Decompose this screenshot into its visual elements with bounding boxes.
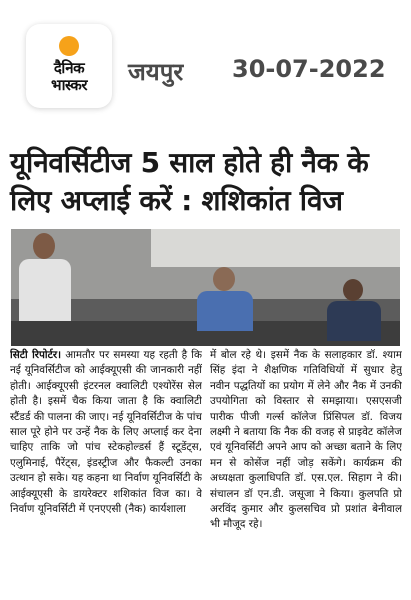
speaker-body [19,259,71,321]
guest-2-body [327,301,381,341]
projection-screen [151,229,400,267]
guest-2-figure [343,279,363,301]
guest-figure [213,267,235,291]
newspaper-logo [26,24,112,108]
article-column-1 [10,348,202,596]
byline: सिटी रिपोर्टर। [10,349,62,361]
edition-date: 30-07-2022 [232,55,386,83]
edition-city: जयपुर [128,58,184,86]
article-body [10,348,402,596]
sun-icon [59,36,79,56]
article-headline: यूनिवर्सिटीज 5 साल होते ही नैक के लिए अप्लाई करें : शशिकांत विज [10,146,369,217]
logo-line-2: भास्कर [51,76,87,94]
article-photo [11,229,400,346]
column-1-text: आमतौर पर समस्या यह रहती है कि नई यूनिवर्सिटीज को आईक्यूएसी की जानकारी नहीं होती। आईक्यूएसी इंटरनल क्वालिटी एश्योरेंस सेल होती है। इसमें चैक किया जाता है कि क्वालिटी स्टैंडर्ड की पालना की जाए। नई यूनिवर्सिटीज के पांच साल पूरे होने पर उन्हें नैक के लिए अप्लाई कर देना चाहिए ताकि जो पांच स्टेकहोल्डर्स हैं स्टूडेंट्स, एलुमिनाई, पैरेंट्स, इंडस्ट्रीज और फैकल्टी उनका उत्थान हो सके। यह कहना था निर्वाण यूनिवर्सिटी के आईक्यूएसी के डायरेक्टर शशिकांत विज का। वे निर्वाण यूनिवर्सिटी में एनएएसी (नैक) कार्यशाला [10,349,202,516]
speaker-figure [33,233,55,259]
article-column-2: में बोल रहे थे। इसमें नैक के सलाहकार डॉ. श्याम सिंह इंदा ने शैक्षणिक गतिविधियों में सुधार हेतु नवीन पद्धतियों का प्रयोग में लेने और नैक में उनकी उपयोगिता को विस्तार से समझाया। एसएसजी पारीक पीजी गर्ल्स कॉलेज प्रिंसिपल डॉ. विजय लक्ष्मी ने बताया कि नैक की वजह से प्राइवेट कॉलेज एवं यूनिवर्सिटी अपने आप को अच्छा बताने के लिए मन से कोसेंज नहीं जोड़ सकेंगे। कार्यक्रम की अध्यक्षता कुलाधिपति डॉ. एस.एल. सिहाग ने की। संचालन डॉ एन.डी. जसूजा ने किया। कुलपति प्रो अरविंद कुमार और कुलसचिव प्रो प्रशांत बेनीवाल भी मौजूद रहे। [210,349,402,531]
logo-line-1: दैनिक [53,59,85,77]
page-header [0,0,411,108]
guest-body [197,291,253,331]
